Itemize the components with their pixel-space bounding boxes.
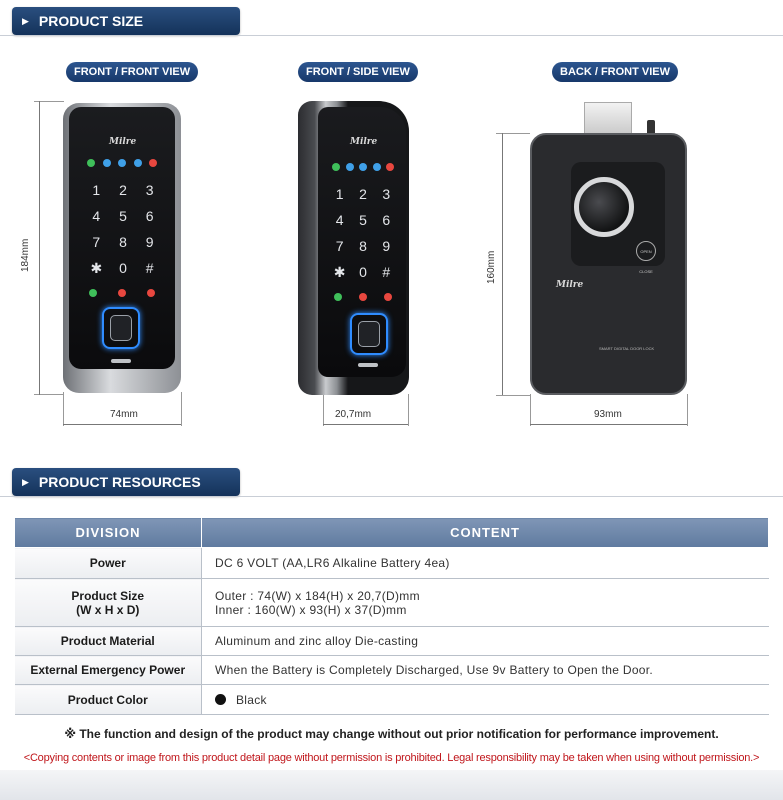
key: 4 bbox=[92, 208, 101, 224]
row-content: Aluminum and zinc alloy Die-casting bbox=[202, 627, 769, 656]
black-color-swatch-icon bbox=[215, 694, 226, 705]
status-dot-icon bbox=[103, 159, 111, 167]
table-row bbox=[15, 548, 769, 579]
key: ✱ bbox=[90, 260, 103, 276]
back-front-view-label: BACK / FRONT VIEW bbox=[552, 62, 678, 82]
bottom-band bbox=[0, 770, 783, 800]
front-height-dimension-line bbox=[39, 101, 40, 395]
key: 5 bbox=[359, 212, 367, 228]
row-content-line: Outer : 74(W) x 184(H) x 20,7(D)mm bbox=[215, 588, 420, 603]
status-indicators bbox=[332, 163, 394, 171]
dim-tick bbox=[530, 394, 531, 426]
row-label-line: Product Size bbox=[71, 588, 145, 603]
product-resources-title: PRODUCT RESOURCES bbox=[38, 474, 201, 490]
key: 6 bbox=[145, 208, 154, 224]
key: 5 bbox=[119, 208, 127, 224]
model-tag bbox=[111, 359, 131, 363]
table-row bbox=[15, 579, 769, 627]
rfid-icon bbox=[359, 293, 367, 301]
division-header: DIVISION bbox=[15, 518, 202, 548]
row-label: External Emergency Power bbox=[15, 656, 202, 685]
row-label: Product Color bbox=[15, 685, 202, 715]
key: 7 bbox=[335, 238, 344, 254]
door-lock-front-image bbox=[63, 103, 181, 393]
brand-logo: Milre bbox=[109, 137, 137, 147]
mute-icon bbox=[334, 293, 342, 301]
key: 9 bbox=[382, 238, 391, 254]
dim-tick bbox=[408, 394, 409, 426]
copyright-notice: <Copying contents or image from this product detail page without permission is prohibited. Legal responsibility may be taken when using without permission.> bbox=[23, 752, 760, 764]
key: 3 bbox=[145, 182, 154, 198]
back-height-dimension-line bbox=[502, 133, 503, 395]
front-width-label: 74mm bbox=[110, 409, 138, 420]
bottom-indicators bbox=[334, 293, 392, 301]
row-content bbox=[202, 579, 769, 627]
key: 0 bbox=[119, 260, 127, 276]
key: 0 bbox=[359, 264, 367, 280]
open-close-button-image: OPEN CLOSE bbox=[636, 241, 656, 261]
status-indicators bbox=[87, 159, 157, 167]
status-dot-icon bbox=[118, 159, 126, 167]
thumb-turn-knob bbox=[574, 177, 634, 237]
table-row bbox=[15, 627, 769, 656]
product-size-tab bbox=[12, 7, 240, 35]
front-width-dimension-line bbox=[63, 424, 181, 425]
side-depth-label: 20,7mm bbox=[335, 409, 372, 420]
dim-tick bbox=[687, 394, 688, 426]
status-dot-icon bbox=[134, 159, 142, 167]
dim-tick bbox=[181, 392, 182, 426]
latch-image bbox=[584, 102, 632, 136]
key: 8 bbox=[119, 234, 127, 250]
status-dot-icon bbox=[87, 159, 95, 167]
alarm-icon bbox=[384, 293, 392, 301]
section-divider bbox=[0, 35, 783, 36]
status-dot-icon bbox=[373, 163, 381, 171]
alarm-icon bbox=[147, 289, 155, 297]
key: # bbox=[382, 264, 391, 280]
keypad bbox=[328, 185, 398, 281]
row-label bbox=[15, 579, 202, 627]
front-front-view-label: FRONT / FRONT VIEW bbox=[66, 62, 198, 82]
row-label: Product Material bbox=[15, 627, 202, 656]
row-label: Power bbox=[15, 548, 202, 579]
keypad bbox=[83, 181, 163, 277]
front-panel bbox=[69, 107, 175, 369]
back-panel-text: SMART DIGITAL DOOR LOCK bbox=[599, 346, 655, 351]
spec-table bbox=[14, 517, 769, 715]
status-dot-icon bbox=[386, 163, 394, 171]
fingerprint-sensor-icon bbox=[350, 313, 388, 355]
color-value: Black bbox=[236, 692, 267, 707]
front-side-view-label: FRONT / SIDE VIEW bbox=[298, 62, 418, 82]
key: ✱ bbox=[333, 264, 346, 280]
dim-tick bbox=[63, 392, 64, 426]
mute-icon bbox=[89, 289, 97, 297]
key: 6 bbox=[382, 212, 391, 228]
status-dot-icon bbox=[149, 159, 157, 167]
row-content: DC 6 VOLT (AA,LR6 Alkaline Battery 4ea) bbox=[202, 548, 769, 579]
back-width-label: 93mm bbox=[594, 409, 622, 420]
key: 2 bbox=[119, 182, 127, 198]
row-label-line: (W x H x D) bbox=[76, 602, 140, 617]
key: 7 bbox=[92, 234, 101, 250]
content-header: CONTENT bbox=[202, 518, 769, 548]
fingerprint-sensor-icon bbox=[102, 307, 140, 349]
back-height-label: 160mm bbox=[486, 250, 497, 284]
product-size-title: PRODUCT SIZE bbox=[38, 13, 144, 29]
status-dot-icon bbox=[346, 163, 354, 171]
product-resources-tab bbox=[12, 468, 240, 496]
rfid-icon bbox=[118, 289, 126, 297]
triangle-right-icon: ▶ bbox=[22, 476, 29, 487]
key: 3 bbox=[382, 186, 391, 202]
key: 8 bbox=[359, 238, 367, 254]
row-content: When the Battery is Completely Discharged, Use 9v Battery to Open the Door. bbox=[202, 656, 769, 685]
key: 1 bbox=[92, 182, 101, 198]
table-row bbox=[15, 656, 769, 685]
door-lock-side-image bbox=[298, 101, 409, 395]
key: # bbox=[145, 260, 154, 276]
side-panel bbox=[318, 107, 406, 377]
dim-tick bbox=[496, 395, 530, 396]
status-dot-icon bbox=[332, 163, 340, 171]
table-row bbox=[15, 685, 769, 715]
back-width-dimension-line bbox=[530, 424, 687, 425]
dim-tick bbox=[323, 394, 324, 426]
key: 1 bbox=[335, 186, 344, 202]
front-height-label: 184mm bbox=[20, 238, 31, 272]
side-depth-dimension-line bbox=[323, 424, 408, 425]
bottom-indicators bbox=[89, 289, 155, 297]
model-tag bbox=[358, 363, 378, 367]
row-content-line: Inner : 160(W) x 93(H) x 37(D)mm bbox=[215, 602, 407, 617]
status-dot-icon bbox=[359, 163, 367, 171]
key: 4 bbox=[335, 212, 344, 228]
key: 2 bbox=[359, 186, 367, 202]
key: 9 bbox=[145, 234, 154, 250]
table-header-row bbox=[15, 518, 769, 548]
notice-text: ※ The function and design of the product may change without out prior notification for performance improvement. bbox=[64, 727, 719, 741]
brand-logo: Milre bbox=[350, 137, 378, 147]
section-divider bbox=[0, 496, 783, 497]
triangle-right-icon: ▶ bbox=[22, 15, 29, 26]
row-content bbox=[202, 685, 769, 715]
brand-logo: Milre bbox=[556, 280, 584, 290]
